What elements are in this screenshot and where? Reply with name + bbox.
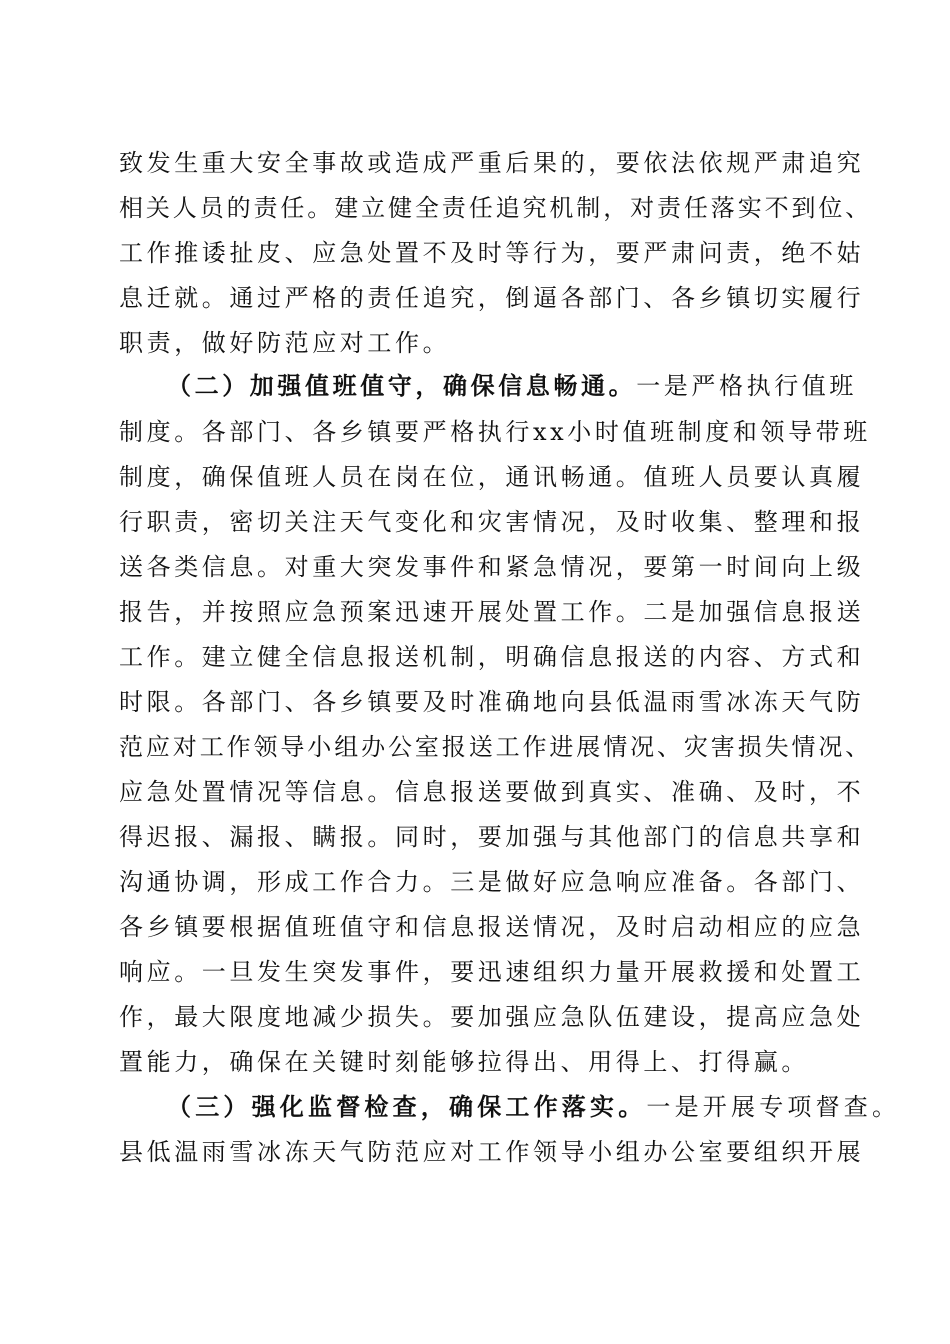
paragraph-line: 各乡镇要根据值班值守和信息报送情况，及时启动相应的应急 xyxy=(119,913,865,941)
paragraph-line: 沟通协调，形成工作合力。三是做好应急响应准备。各部门、 xyxy=(119,868,865,896)
paragraph-line: 置能力，确保在关键时刻能够拉得出、用得上、打得赢。 xyxy=(119,1048,809,1076)
paragraph-line: 得迟报、漏报、瞒报。同时，要加强与其他部门的信息共享和 xyxy=(119,823,865,851)
paragraph-line: 应急处置情况等信息。信息报送要做到真实、准确、及时，不 xyxy=(119,778,865,806)
paragraph-line: 作，最大限度地减少损失。要加强应急队伍建设，提高应急处 xyxy=(119,1003,865,1031)
section-heading-line xyxy=(167,366,858,406)
paragraph-line: 行职责，密切关注天气变化和灾害情况，及时收集、整理和报 xyxy=(119,508,865,536)
section-heading: （二）加强值班值守，确保信息畅通。 xyxy=(167,371,637,400)
paragraph-line: 报告，并按照应急预案迅速开展处置工作。二是加强信息报送 xyxy=(119,598,865,626)
paragraph-line: 响应。一旦发生突发事件，要迅速组织力量开展救援和处置工 xyxy=(119,958,865,986)
paragraph-line: 职责，做好防范应对工作。 xyxy=(119,329,451,357)
paragraph-line: 相关人员的责任。建立健全责任追究机制，对责任落实不到位、 xyxy=(119,194,873,222)
section-heading: （三）强化监督检查，确保工作落实。 xyxy=(167,1092,647,1121)
section-text: 一是开展专项督查。 xyxy=(646,1093,901,1121)
paragraph-line: 时限。各部门、各乡镇要及时准确地向县低温雨雪冰冻天气防 xyxy=(119,688,865,716)
paragraph-line: 工作推诿扯皮、应急处置不及时等行为，要严肃问责，绝不姑 xyxy=(119,239,865,267)
paragraph-line: 工作。建立健全信息报送机制，明确信息报送的内容、方式和 xyxy=(119,643,865,671)
paragraph-line: 制度，确保值班人员在岗在位，通讯畅通。值班人员要认真履 xyxy=(119,463,865,491)
section-heading-line xyxy=(167,1087,901,1127)
paragraph-line: 制度。各部门、各乡镇要严格执行xx小时值班制度和领导带班 xyxy=(119,418,871,446)
section-text: 一是严格执行值班 xyxy=(636,372,858,400)
paragraph-line: 送各类信息。对重大突发事件和紧急情况，要第一时间向上级 xyxy=(119,553,865,581)
paragraph-line: 致发生重大安全事故或造成严重后果的，要依法依规严肃追究 xyxy=(119,149,865,177)
paragraph-line: 县低温雨雪冰冻天气防范应对工作领导小组办公室要组织开展 xyxy=(119,1138,865,1166)
paragraph-line: 息迁就。通过严格的责任追究，倒逼各部门、各乡镇切实履行 xyxy=(119,284,865,312)
paragraph-line: 范应对工作领导小组办公室报送工作进展情况、灾害损失情况、 xyxy=(119,733,873,761)
